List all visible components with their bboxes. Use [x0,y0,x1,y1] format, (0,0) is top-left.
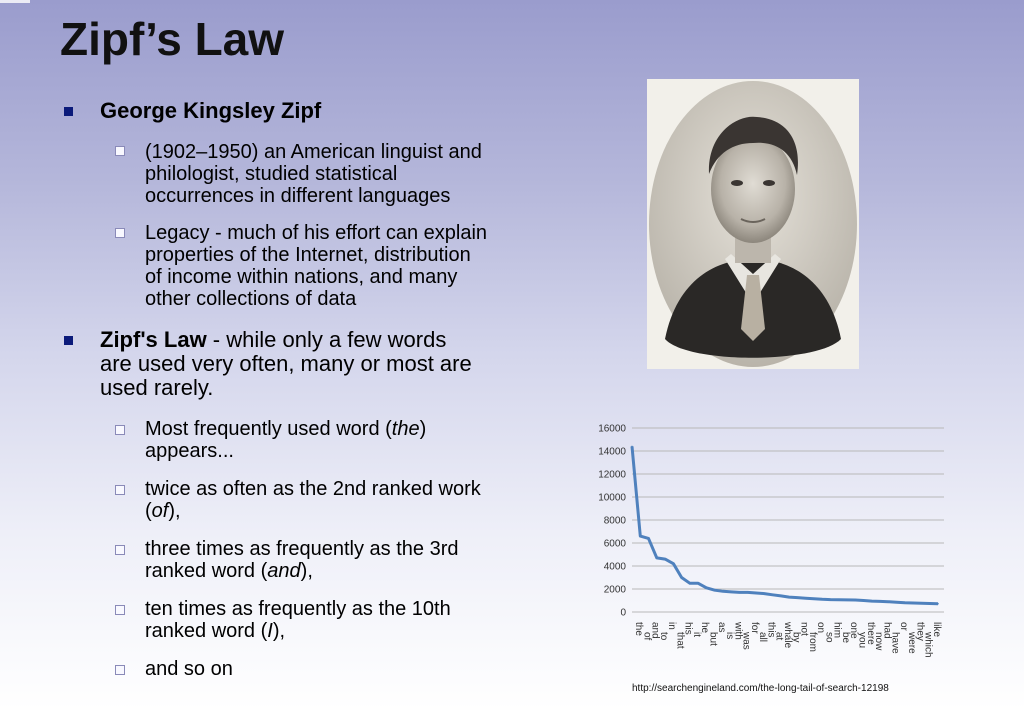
text: Most frequently used word ( [145,418,392,440]
zipfs-law-bold: Zipf's Law [100,327,207,352]
data-point [846,599,848,601]
x-tick-label: and [649,622,661,639]
word-em: and [267,560,301,582]
line: ten times as frequently as the 10th [145,598,451,620]
y-tick-label: 10000 [598,492,626,504]
sub-bullet-i [145,598,451,642]
data-point [764,593,766,595]
y-tick-label: 8000 [603,515,626,527]
word-em: of [151,500,169,522]
x-tick-label: with [732,622,744,640]
data-point [755,592,757,594]
sub-bullet-the [145,418,426,462]
text: ), [300,560,313,582]
data-point [714,589,716,591]
sub-bullet-box [115,545,125,555]
x-tick-label: was [740,632,752,650]
data-point [656,557,658,559]
data-point [689,582,691,584]
y-tick-label: 14000 [598,446,626,458]
line: twice as often as the 2nd ranked work [145,478,481,500]
data-point [871,600,873,602]
data-point [639,535,641,537]
corner-mark [0,0,30,3]
data-point [838,599,840,601]
bullet-zipfs-law [100,328,472,400]
chart-svg [588,418,948,668]
x-tick-label: be [839,632,851,644]
line: (1902–1950) an American linguist and [145,141,482,163]
data-point [648,538,650,540]
data-point [904,602,906,604]
x-tick-label: it [690,632,702,637]
line: are used very often, many or most are [100,351,472,376]
text: ranked word ( [145,620,268,642]
slide-title: Zipf’s Law [60,13,285,65]
y-tick-label: 4000 [603,561,626,573]
line: philologist, studied statistical [145,163,398,185]
sub-bullet-of [145,478,481,522]
x-tick-label: as [715,622,727,633]
x-tick-label: on [815,622,827,634]
x-tick-label: which [922,632,934,658]
data-point [863,600,865,602]
data-point [854,599,856,601]
text: ( [145,500,152,522]
data-point [879,601,881,603]
line: properties of the Internet, distribution [145,244,471,266]
x-tick-label: is [724,632,736,640]
data-point [888,601,890,603]
sub-bullet-box [115,485,125,495]
y-tick-label: 6000 [603,538,626,550]
sub-bullet-box [115,665,125,675]
x-tick-label: not [798,622,810,636]
x-tick-label: were [906,632,918,654]
x-tick-label: by [790,632,802,643]
data-point [722,591,724,593]
zipf-portrait-photo [647,79,859,369]
data-point [929,603,931,605]
data-point [937,603,939,605]
x-tick-label: for [748,622,760,634]
sub-bullet-and-so-on: and so on [145,658,233,680]
y-tick-label: 2000 [603,584,626,596]
line: used rarely. [100,375,214,400]
data-point [821,599,823,601]
sub-bullet-legacy [145,222,487,310]
x-tick-label: him [831,622,843,639]
data-point [780,595,782,597]
sub-bullet-box [115,228,125,238]
x-tick-label: had [881,622,893,639]
x-tick-label: or [897,622,909,631]
bullet-marker [64,336,73,345]
text: ranked word ( [145,560,268,582]
data-point [673,563,675,565]
text: ), [272,620,286,642]
x-tick-label: all [757,632,769,643]
source-url: http://searchengineland.com/the-long-tail-of-search-12198 [632,683,889,694]
data-point [739,592,741,594]
sub-bullet-box [115,146,125,156]
line: three times as frequently as the 3rd [145,538,459,560]
data-point [747,592,749,594]
data-point [730,591,732,593]
data-point [813,598,815,600]
data-point [788,596,790,598]
data-point [772,594,774,596]
text: ), [168,500,181,522]
word-frequency-chart [588,418,948,668]
data-point [912,602,914,604]
x-tick-label: of [641,632,653,641]
x-tick-label: at [773,632,785,641]
x-tick-label: you [856,632,868,649]
data-point [805,597,807,599]
sub-bullet-box [115,605,125,615]
x-tick-label: they [914,622,926,641]
y-tick-label: 0 [620,607,626,619]
data-point [797,597,799,599]
x-tick-label: whale [782,622,793,649]
x-tick-label: one [848,622,860,639]
bullet-heading-zipf: George Kingsley Zipf [100,98,322,123]
x-tick-label: this [765,622,777,638]
x-tick-label: but [707,632,719,646]
x-tick-label: in [666,622,678,630]
x-tick-label: his [682,622,694,635]
sub-bullet-bio [145,141,482,207]
x-tick-label: have [889,632,901,654]
x-tick-label: from [806,632,818,652]
x-tick-label: so [823,632,835,643]
y-tick-label: 12000 [598,469,626,481]
data-point [681,577,683,579]
data-point [896,601,898,603]
x-tick-label: to [657,632,669,641]
y-tick-label: 16000 [598,423,626,435]
sub-bullet-and [145,538,459,582]
line: appears... [145,440,234,462]
data-point [697,582,699,584]
data-point [921,602,923,604]
line: Legacy - much of his effort can explain [145,222,488,244]
x-tick-label: now [873,632,885,651]
data-point [706,587,708,589]
data-point [830,599,832,601]
data-point [664,558,666,560]
word-em: I [267,620,273,642]
data-point [631,446,633,448]
x-tick-label: like [931,622,942,638]
series-line [632,446,938,603]
x-tick-label: the [633,622,644,636]
text: ) [419,418,427,440]
x-tick-label: he [699,622,711,634]
line: other collections of data [145,288,357,310]
x-tick-label: that [674,632,686,649]
line: of income within nations, and many [145,266,458,288]
word-em: the [391,418,420,440]
sub-bullet-box [115,425,125,435]
line: - while only a few words [206,327,447,352]
bullet-marker [64,107,73,116]
x-tick-label: there [864,622,876,645]
line: occurrences in different languages [145,185,451,207]
